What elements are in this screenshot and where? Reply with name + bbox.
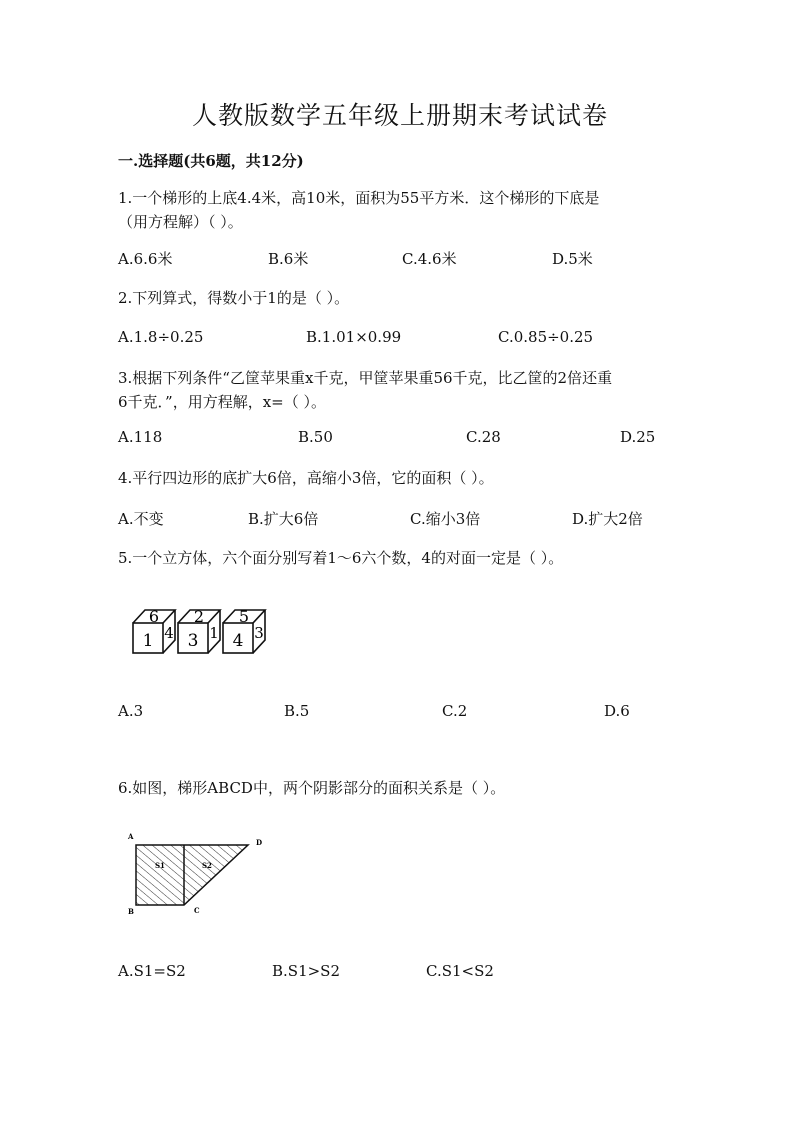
cube-2-front: 3 (187, 631, 199, 651)
q5-option-b[interactable]: B.5 (284, 702, 310, 720)
q6-option-b[interactable]: B.S1>S2 (272, 962, 340, 980)
question-5: 5.一个立方体，六个面分别写着1～6六个数，4的对面一定是（ ）。 (118, 549, 564, 567)
q5-option-d[interactable]: D.6 (604, 702, 630, 720)
label-d: D (256, 838, 263, 847)
question-3-line-1: 3.根据下列条件“乙筐苹果重x千克，甲筐苹果重56千克，比乙筐的2倍还重 (118, 369, 613, 387)
question-3-line-2: 6千克．”，用方程解，x=（ ）。 (118, 393, 327, 411)
q4-option-d[interactable]: D.扩大2倍 (572, 510, 643, 528)
q5-option-c[interactable]: C.2 (442, 702, 468, 720)
q4-option-a[interactable]: A.不变 (118, 510, 164, 528)
question-1-line-2: （用方程解）（ ）。 (118, 213, 243, 231)
q5-option-a[interactable]: A.3 (118, 702, 144, 720)
q1-option-b[interactable]: B.6米 (268, 250, 309, 268)
q4-option-c[interactable]: C.缩小3倍 (410, 510, 481, 528)
q3-option-c[interactable]: C.28 (466, 428, 501, 446)
q2-option-b[interactable]: B.1.01×0.99 (306, 328, 402, 346)
question-1 (118, 186, 678, 234)
q2-option-c[interactable]: C.0.85÷0.25 (498, 328, 594, 346)
q3-option-b[interactable]: B.50 (298, 428, 333, 446)
q6-option-c[interactable]: C.S1<S2 (426, 962, 494, 980)
cube-3-top: 5 (238, 607, 250, 626)
cube-1-side: 4 (164, 624, 174, 642)
question-4: 4.平行四边形的底扩大6倍，高缩小3倍，它的面积（ ）。 (118, 469, 494, 487)
q3-option-a[interactable]: A.118 (118, 428, 163, 446)
label-a: A (128, 832, 134, 841)
q1-option-c[interactable]: C.4.6米 (402, 250, 457, 268)
label-s1: S1 (155, 861, 165, 870)
q2-option-a[interactable]: A.1.8÷0.25 (118, 328, 204, 346)
label-s2: S2 (202, 861, 212, 870)
section-heading: 一.选择题(共6题，共12分) (118, 152, 304, 170)
q3-option-d[interactable]: D.25 (620, 428, 656, 446)
question-1-line-1: 1.一个梯形的上底4.4米，高10米，面积为55平方米．这个梯形的下底是 (118, 189, 600, 207)
q4-option-b[interactable]: B.扩大6倍 (248, 510, 319, 528)
cube-1-front: 1 (142, 631, 154, 651)
cube-2-side: 1 (209, 624, 219, 642)
cube-1-top: 6 (148, 607, 160, 626)
question-6: 6.如图，梯形ABCD中，两个阴影部分的面积关系是（ ）。 (118, 779, 506, 797)
trapezoid-figure (122, 828, 270, 920)
label-c: C (194, 906, 200, 915)
q6-option-a[interactable]: A.S1=S2 (118, 962, 186, 980)
cube-3-front: 4 (232, 631, 244, 651)
page-title: 人教版数学五年级上册期末考试试卷 (191, 101, 608, 130)
question-2: 2.下列算式，得数小于1的是（ ）。 (118, 289, 350, 307)
cube-3-side: 3 (254, 624, 264, 642)
label-b: B (128, 907, 134, 916)
cubes-figure (130, 606, 275, 658)
shaded-s1 (136, 845, 184, 905)
question-3 (118, 366, 678, 414)
q1-option-a[interactable]: A.6.6米 (118, 250, 173, 268)
q1-option-d[interactable]: D.5米 (552, 250, 593, 268)
cube-2-top: 2 (193, 607, 205, 626)
